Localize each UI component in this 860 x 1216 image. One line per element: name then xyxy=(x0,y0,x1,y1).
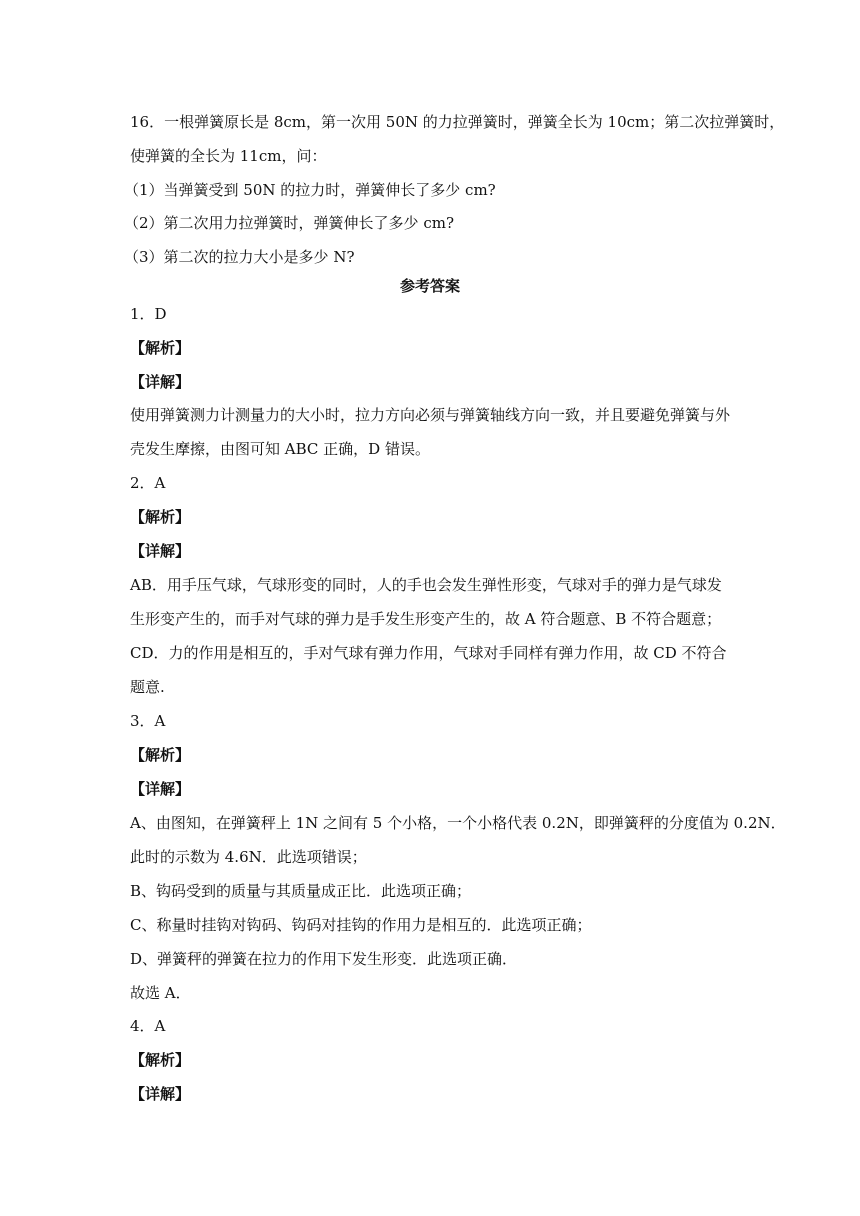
answer-3-detail: 【详解】 xyxy=(130,780,191,798)
answer-3-text-3: B、钩码受到的质量与其质量成正比．此选项正确； xyxy=(130,882,472,900)
answer-1-analysis: 【解析】 xyxy=(130,339,191,357)
answer-3-text-6: 故选 A． xyxy=(130,984,191,1002)
question-16-sub-2: （2）第二次用力拉弹簧时，弹簧伸长了多少 cm? xyxy=(124,214,454,232)
question-16-line-2: 使弹簧的全长为 11cm，问： xyxy=(130,147,327,165)
answer-3-text-1: A、由图知，在弹簧秤上 1N 之间有 5 个小格，一个小格代表 0.2N，即弹簧秤的分度值为 0.2N． xyxy=(130,814,786,832)
answer-1-detail: 【详解】 xyxy=(130,373,191,391)
answer-3: 3．A xyxy=(130,712,166,730)
answer-1-text-1: 使用弹簧测力计测量力的大小时，拉力方向必须与弹簧轴线方向一致，并且要避免弹簧与外 xyxy=(130,406,731,424)
answer-1-text-2: 壳发生摩擦，由图可知 ABC 正确，D 错误。 xyxy=(130,440,430,458)
question-16-line-1: 16．一根弹簧原长是 8cm，第一次用 50N 的力拉弹簧时，弹簧全长为 10cm；第二次拉弹簧时， xyxy=(130,113,785,131)
answer-2-analysis: 【解析】 xyxy=(130,508,191,526)
answer-3-text-5: D、弹簧秤的弹簧在拉力的作用下发生形变．此选项正确． xyxy=(130,950,518,968)
answer-3-analysis: 【解析】 xyxy=(130,746,191,764)
answer-1: 1．D xyxy=(130,305,167,323)
answer-3-text-4: C、称量时挂钩对钩码、钩码对挂钩的作用力是相互的．此选项正确； xyxy=(130,916,592,934)
answer-2: 2．A xyxy=(130,474,166,492)
answer-2-detail: 【详解】 xyxy=(130,542,191,560)
answers-title: 参考答案 xyxy=(399,277,460,295)
answer-3-text-2: 此时的示数为 4.6N．此选项错误； xyxy=(130,848,367,866)
answer-4: 4．A xyxy=(130,1017,166,1035)
question-16-sub-1: （1）当弹簧受到 50N 的拉力时，弹簧伸长了多少 cm? xyxy=(124,181,496,199)
answer-2-text-4: 题意. xyxy=(130,678,165,696)
answer-4-detail: 【详解】 xyxy=(130,1085,191,1103)
answer-2-text-3: CD．力的作用是相互的，手对气球有弹力作用，气球对手同样有弹力作用，故 CD 不符合 xyxy=(130,644,727,662)
question-16-sub-3: （3）第二次的拉力大小是多少 N? xyxy=(124,248,355,266)
answer-2-text-1: AB．用手压气球，气球形变的同时，人的手也会发生弹性形变，气球对手的弹力是气球发 xyxy=(130,576,722,594)
answer-2-text-2: 生形变产生的，而手对气球的弹力是手发生形变产生的，故 A 符合题意、B 不符合题意； xyxy=(130,610,722,628)
answer-4-analysis: 【解析】 xyxy=(130,1051,191,1069)
